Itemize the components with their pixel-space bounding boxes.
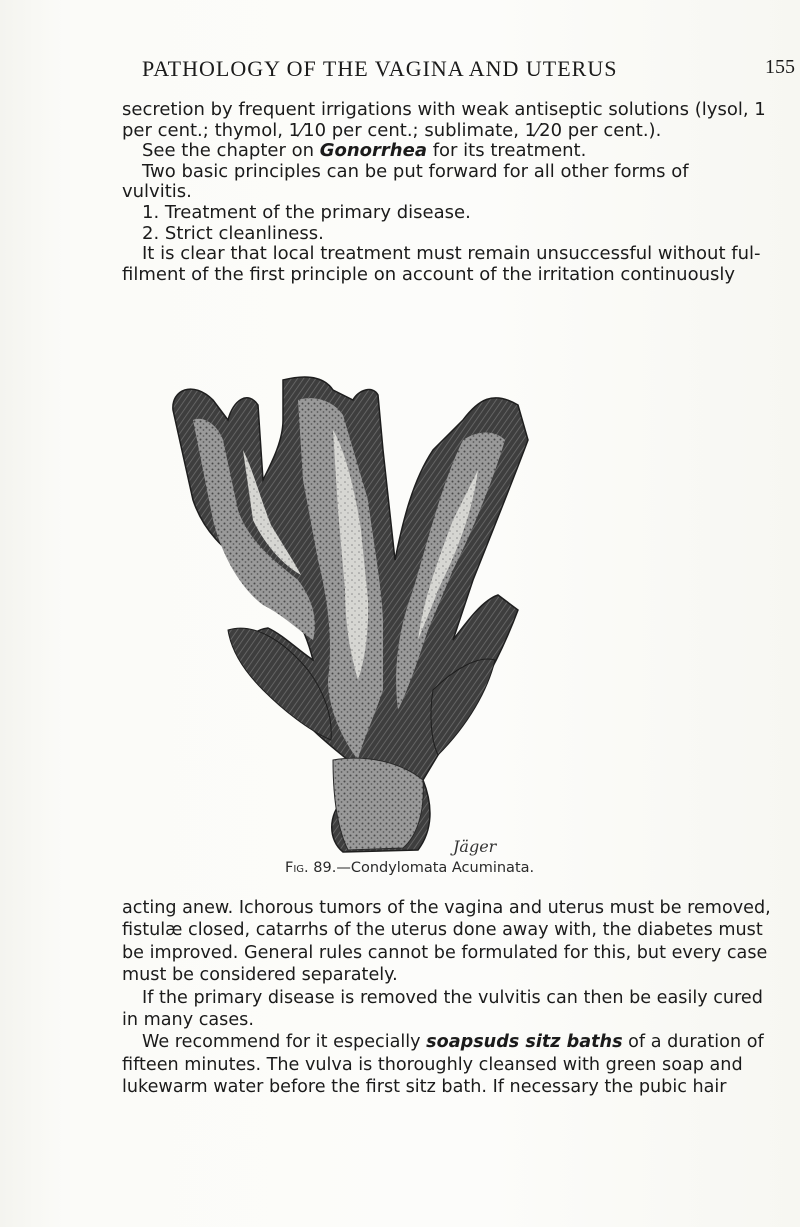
- text-run: We recommend for it especially: [142, 1032, 427, 1053]
- bottom-text-block: [122, 897, 771, 1099]
- text-line: fifteen minutes. The vulva is thoroughly cleansed with green soap and: [122, 1054, 743, 1075]
- top-text-block: [122, 99, 766, 285]
- tissue-base: [333, 758, 423, 850]
- text-line: in many cases.: [122, 1010, 254, 1031]
- text-run: See the chapter on: [142, 140, 320, 162]
- text-run: of a duration of: [622, 1032, 764, 1053]
- text-line: vulvitis.: [122, 181, 192, 203]
- page-number: 155: [765, 56, 795, 78]
- text-line: secretion by frequent irrigations with weak antiseptic solutions (lysol, 1: [122, 99, 766, 120]
- artist-signature: Jäger: [453, 837, 497, 856]
- text-line: fistulæ closed, catarrhs of the uterus done away with, the diabetes must: [122, 920, 763, 941]
- text-line: must be considered separately.: [122, 965, 398, 986]
- text-line: If the primary disease is removed the vulvitis can then be easily cured: [142, 987, 763, 1008]
- text-line: [122, 141, 730, 162]
- text-line: Two basic principles can be put forward for all other forms of: [142, 160, 689, 182]
- list-item: 2. Strict cleanliness.: [142, 222, 324, 244]
- figure-caption: [285, 860, 534, 876]
- emphasis-gonorrhea: Gonorrhea: [319, 140, 427, 162]
- caption-label: Fig. 89.: [285, 860, 337, 876]
- list-item: 1. Treatment of the primary disease.: [142, 201, 471, 223]
- figure-illustration: [133, 360, 663, 860]
- running-head: PATHOLOGY OF THE VAGINA AND UTERUS: [142, 56, 618, 81]
- text-run: for its treatment.: [426, 140, 587, 162]
- emphasis-soapsuds: soapsuds sitz baths: [426, 1032, 623, 1053]
- text-line: per cent.; thymol, 1⁄10 per cent.; sublimate, 1⁄20 per cent.).: [122, 119, 662, 141]
- condylomata-drawing: [133, 360, 663, 860]
- text-line: acting anew. Ichorous tumors of the vagina and uterus must be removed,: [122, 898, 771, 918]
- text-line: filment of the first principle on account of the irritation continuously: [122, 263, 736, 285]
- text-line: [122, 1031, 764, 1053]
- text-line: be improved. General rules cannot be formulated for this, but every case: [122, 942, 768, 963]
- caption-text: —Condylomata Acuminata.: [336, 860, 535, 876]
- text-line: It is clear that local treatment must remain unsuccessful without ful-: [142, 243, 761, 265]
- text-line: lukewarm water before the first sitz bath. If necessary the pubic hair: [122, 1077, 727, 1098]
